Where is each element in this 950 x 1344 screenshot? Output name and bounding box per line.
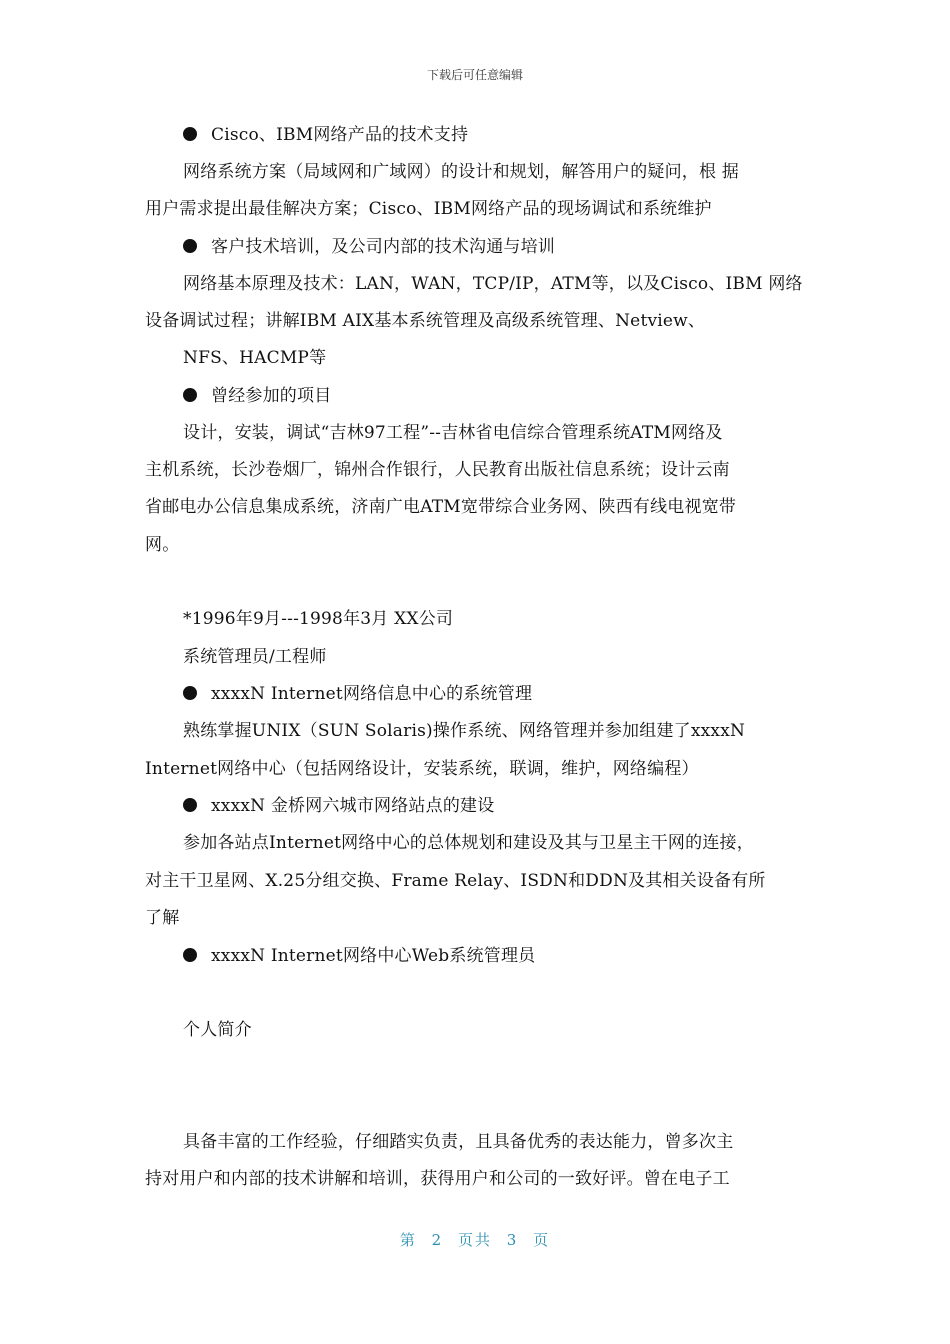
paragraph-line: 主机系统，长沙卷烟厂，锦州合作银行，人民教育出版社信息系统；设计云南 (145, 460, 730, 480)
paragraph-line: 省邮电办公信息集成系统，济南广电ATM宽带综合业务网、陕西有线电视宽带 (145, 497, 737, 517)
bullet-item (183, 683, 532, 705)
bullet-text: xxxxN 金桥网六城市网络站点的建设 (211, 796, 495, 816)
bullet-dot-icon (183, 388, 197, 402)
bullet-text: xxxxN Internet网络中心Web系统管理员 (211, 946, 536, 966)
bullet-item (183, 795, 494, 817)
paragraph-line: 网络基本原理及技术：LAN，WAN，TCP/IP，ATM等，以及Cisco、IBM 网络 (183, 274, 803, 294)
paragraph-line: 对主干卫星网、X.25分组交换、Frame Relay、ISDN和DDN及其相关设备有所 (145, 871, 766, 891)
paragraph-line: 具备丰富的工作经验，仔细踏实负责，且具备优秀的表达能力，曾多次主 (183, 1132, 734, 1152)
paragraph-line: NFS、HACMP等 (183, 348, 327, 368)
bullet-dot-icon (183, 948, 197, 962)
bullet-dot-icon (183, 798, 197, 812)
paragraph-line: 网络系统方案（局域网和广域网）的设计和规划，解答用户的疑问，根 据 (183, 162, 740, 182)
paragraph-line: 熟练掌握UNIX（SUN Solaris)操作系统、网络管理并参加组建了xxxxN (183, 721, 746, 741)
bullet-dot-icon (183, 127, 197, 141)
page-header: 下载后可任意编辑 (426, 68, 523, 82)
bullet-item (183, 236, 555, 258)
bullet-text: xxxxN Internet网络信息中心的系统管理 (211, 684, 533, 704)
bullet-text: Cisco、IBM网络产品的技术支持 (211, 125, 469, 145)
section-date-line: *1996年9月---1998年3月 XX公司 (183, 609, 454, 629)
section-heading: 个人简介 (183, 1020, 252, 1040)
paragraph-line: 设备调试过程；讲解IBM AIX基本系统管理及高级系统管理、Netview、 (145, 311, 706, 331)
paragraph-line: 设计，安装，调试“吉林97工程”--吉林省电信综合管理系统ATM网络及 (183, 423, 723, 443)
paragraph-line: 参加各站点Internet网络中心的总体规划和建设及其与卫星主干网的连接， (183, 833, 754, 853)
page-number-footer: 第 2 页共 3 页 (399, 1231, 551, 1249)
paragraph-line: 用户需求提出最佳解决方案；Cisco、IBM网络产品的现场调试和系统维护 (145, 199, 712, 219)
paragraph-line: 持对用户和内部的技术讲解和培训，获得用户和公司的一致好评。曾在电子工 (145, 1169, 730, 1189)
paragraph-line: 了解 (145, 908, 180, 928)
bullet-text: 客户技术培训，及公司内部的技术沟通与培训 (211, 237, 555, 257)
bullet-dot-icon (183, 686, 197, 700)
paragraph-line: 网。 (145, 535, 180, 555)
bullet-dot-icon (183, 239, 197, 253)
bullet-item (183, 124, 468, 146)
paragraph-line: Internet网络中心（包括网络设计，安装系统，联调，维护，网络编程） (145, 759, 699, 779)
job-title-line: 系统管理员/工程师 (183, 647, 327, 667)
bullet-text: 曾经参加的项目 (211, 386, 332, 406)
bullet-item (183, 945, 535, 967)
bullet-item (183, 385, 331, 407)
